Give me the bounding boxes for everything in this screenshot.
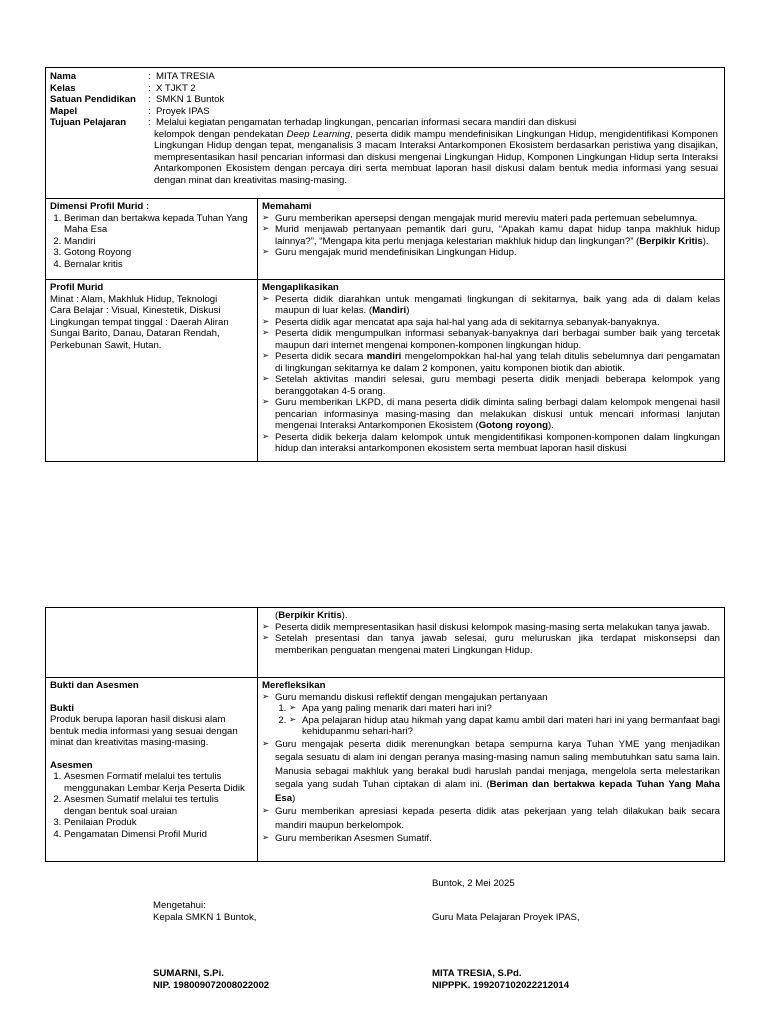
mengaplikasikan-cell — [258, 280, 725, 462]
list-item: ➢ Setelah presentasi dan tanya jawab selesai, guru meluruskan jika terdapat miskonsepsi dan memberikan penguatan mengenai materi Lingkungan Hidup. — [262, 633, 720, 656]
lesson-plan-table-1 — [45, 67, 725, 462]
bukti-subtitle: Bukti — [50, 702, 74, 714]
merefleksikan-cell — [258, 678, 725, 862]
merefleksikan-list — [262, 692, 720, 846]
profil-cell — [46, 280, 258, 462]
list-item: 4. Bernalar kritis — [64, 259, 253, 271]
value-nama: MITA TRESIA — [156, 71, 215, 82]
question-list — [275, 703, 720, 738]
asesmen-subtitle: Asesmen — [50, 759, 93, 771]
list-item: 2. Asesmen Sumatif melalui tes tertulis dengan bentuk soal uraian — [64, 794, 253, 817]
signature-left-role: Kepala SMKN 1 Buntok, — [153, 912, 257, 923]
list-item: ➢ Guru memberikan LKPD, di mana peserta didik diminta saling berbagi dalam kelompok mengenai hasil pencarian informasinya masing-masing dan melakukan diskusi untuk mencari informasi lanjutan mengenai Interaksi Antarkomponen Ekosistem (Gotong royong). — [262, 397, 720, 432]
mengaplikasikan-list — [262, 294, 720, 455]
value-satuan: SMKN 1 Buntok — [156, 94, 225, 105]
list-item: ➢ Peserta didik agar mencatat apa saja hal-hal yang ada di sekitarnya sebanyak-banyaknya. — [262, 317, 720, 329]
bukti-cell — [46, 678, 258, 862]
signature-left-name: SUMARNI, S.Pi. — [153, 968, 224, 979]
memahami-list — [262, 213, 720, 259]
dimensi-title: Dimensi Profil Murid : — [50, 201, 150, 212]
continued-line: (Berpikir Kritis). — [275, 610, 348, 621]
list-item: ➢ Guru mengajak murid mendefinisikan Lingkungan Hidup. — [262, 247, 720, 259]
list-item: 1. Asesmen Formatif melalui tes tertulis menggunakan Lembar Kerja Peserta Didik — [64, 771, 253, 794]
signature-left-label: Mengetahui: — [153, 900, 206, 911]
label-tujuan: Tujuan Pelajaran — [50, 117, 127, 128]
list-item: ➢ Peserta didik mempresentasikan hasil diskusi kelompok masing-masing serta melakukan tanya jawab. — [262, 622, 720, 634]
list-item: ➢ Murid menjawab pertanyaan pemantik dari guru, “Apakah kamu dapat hidup tanpa makhluk hidup lainnya?”, “Mengapa kita perlu menjaga kelestarian makhluk hidup dan lingkungan?” (Berpikir Kritis). — [262, 224, 720, 247]
label-kelas: Kelas — [50, 82, 76, 94]
list-item: 1. Beriman dan bertakwa kepada Tuhan Yang Maha Esa — [64, 213, 253, 236]
dimensi-list — [50, 213, 253, 271]
value-kelas: X TJKT 2 — [156, 82, 196, 94]
identity-cell — [46, 68, 725, 199]
signature-right-id: NIPPPK. 199207102022212014 — [432, 980, 570, 991]
signature-right-name: MITA TRESIA, S.Pd. — [432, 968, 522, 979]
goal-first-line: Melalui kegiatan pengamatan terhadap lingkungan, pencarian informasi secara mandiri dan diskusi — [156, 117, 577, 128]
bukti-title: Bukti dan Asesmen — [50, 680, 139, 691]
list-item: ➢ Peserta didik secara mandiri mengelompokkan hal-hal yang telah ditulis sebelumnya dari pengamatan di lingkungan sekitarnya ke dalam 2 komponen, yaitu komponen biotik dan abiotik. — [262, 351, 720, 374]
profil-title: Profil Murid — [50, 282, 104, 293]
signature-date: Buntok, 2 Mei 2025 — [432, 878, 515, 889]
goal-text: kelompok dengan pendekatan Deep Learning, peserta didik mampu mendefinisikan Lingkungan Hidup, mengidentifikasi Komponen Lingkungan Hidup dengan tepat, menganalisis 3 macam Interaksi Antarkomponen Ekosistem berdasarkan peristiwa yang disajikan, mempresentasikan hasil pencarian informasi dan diskusi mengenai Lingkungan Hidup, Komponen Lingkungan Hidup serta Interaksi Antarkomponen Ekosistem dengan percaya diri serta membuat laporan hasil diskusi dalam bentuk media informasi yang sesuai dengan minat dan kreativitas masing-masing. — [154, 128, 718, 186]
label-satuan: Satuan Pendidikan — [50, 94, 136, 105]
empty-cell — [46, 608, 258, 678]
signature-right-role: Guru Mata Pelajaran Proyek IPAS, — [432, 912, 580, 923]
bukti-text: Produk berupa laporan hasil diskusi alam bentuk media informasi yang sesuai dengan minat dan kreativitas masing-masing. — [50, 714, 238, 748]
signature-left-id: NIP. 198009072008022002 — [153, 980, 270, 991]
profil-cara-belajar: Cara Belajar : Visual, Kinestetik, Diskusi — [50, 305, 221, 316]
list-item: ➢ Guru memberikan Asesmen Sumatif. — [262, 832, 720, 846]
list-item: 2. Mandiri — [64, 236, 253, 248]
lesson-plan-table-2 — [45, 607, 725, 862]
merefleksikan-title: Merefleksikan — [262, 680, 326, 691]
list-item: ➢ Peserta didik bekerja dalam kelompok untuk mengidentifikasi komponen-komponen dalam lingkungan hidup dan interaksi antarkomponen ekosistem serta membuat laporan hasil diskusi — [262, 432, 720, 455]
list-item: ➢ 1. Apa yang paling menarik dari materi hari ini? — [289, 703, 720, 715]
list-item: 3. Gotong Royong — [64, 247, 253, 259]
list-item: ➢ Setelah aktivitas mandiri selesai, guru membagi peserta didik menjadi beberapa kelompok yang beranggotakan 4-5 orang. — [262, 374, 720, 397]
identity-grid: Nama : MITA TRESIA Kelas : X TJKT 2 Satuan Pendidikan : SMKN 1 Buntok Mapel : Proyek IPAS Tujuan Pelajaran : Melalui kegiatan pengamatan terhadap lingkungan, pencarian informasi secara mandiri dan diskusi — [50, 71, 720, 129]
label-nama: Nama — [50, 71, 77, 82]
list-item: ➢ Guru memberikan apersepsi dengan mengajak murid mereviu materi pada pertemuan sebelumnya. — [262, 213, 720, 225]
list-item: ➢ Guru memberikan apresiasi kepada peserta didik atas pekerjaan yang telah dilakukan baik secara mandiri maupun berkelompok. — [262, 805, 720, 832]
profil-lingkungan: Lingkungan tempat tinggal : Daerah Aliran Sungai Barito, Danau, Dataran Rendah, Perkebunan Sawit, Hutan. — [50, 316, 229, 351]
value-mapel: Proyek IPAS — [156, 105, 210, 117]
memahami-title: Memahami — [262, 201, 312, 212]
label-mapel: Mapel — [50, 105, 78, 117]
continued-list — [262, 622, 720, 657]
list-item: ➢ Peserta didik mengumpulkan informasi sebanyak-banyaknya dari berbagai sumber baik yang tercetak maupun dari internet mengenai komponen-komponen lingkungan hidup. — [262, 328, 720, 351]
dimensi-cell — [46, 199, 258, 280]
list-item: 3. Penilaian Produk — [64, 817, 253, 829]
profil-minat: Minat : Alam, Makhluk Hidup, Teknologi — [50, 293, 218, 305]
asesmen-list — [50, 771, 253, 840]
list-item: ➢ Peserta didik diarahkan untuk mengamati lingkungan di sekitarnya, baik yang ada di dalam kelas maupun di luar kelas. (Mandiri) — [262, 294, 720, 317]
list-item: ➢ Guru memandu diskusi reflektif dengan mengajukan pertanyaan ➢ 1. Apa yang paling menarik dari materi hari ini? ➢ 2. Apa pelajaran hidup atau hikmah yang dapat kamu ambil dari materi hari ini yang bermanfaat bagi kehidupanmu sehari-hari? — [262, 692, 720, 738]
memahami-cell — [258, 199, 725, 280]
list-item: ➢ Guru mengajak peserta didik merenungkan betapa sempurna karya Tuhan YME yang menjadikan segala sesuatu di alam ini dengan peranya masing-masing namun saling membutuhkan satu sama lain. Manusia sebagai makhluk yang berakal budi haruslah pandai menjaga, mengelola serta melestarikan segala yang sudah Tuhan ciptakan di alam ini. (Beriman dan bertakwa kepada Tuhan Yang Maha Esa) — [262, 738, 720, 806]
continued-cell — [258, 608, 725, 678]
mengaplikasikan-title: Mengaplikasikan — [262, 282, 339, 293]
list-item: 4. Pengamatan Dimensi Profil Murid — [64, 829, 253, 841]
list-item: ➢ 2. Apa pelajaran hidup atau hikmah yang dapat kamu ambil dari materi hari ini yang bermanfaat bagi kehidupanmu sehari-hari? — [289, 715, 720, 738]
